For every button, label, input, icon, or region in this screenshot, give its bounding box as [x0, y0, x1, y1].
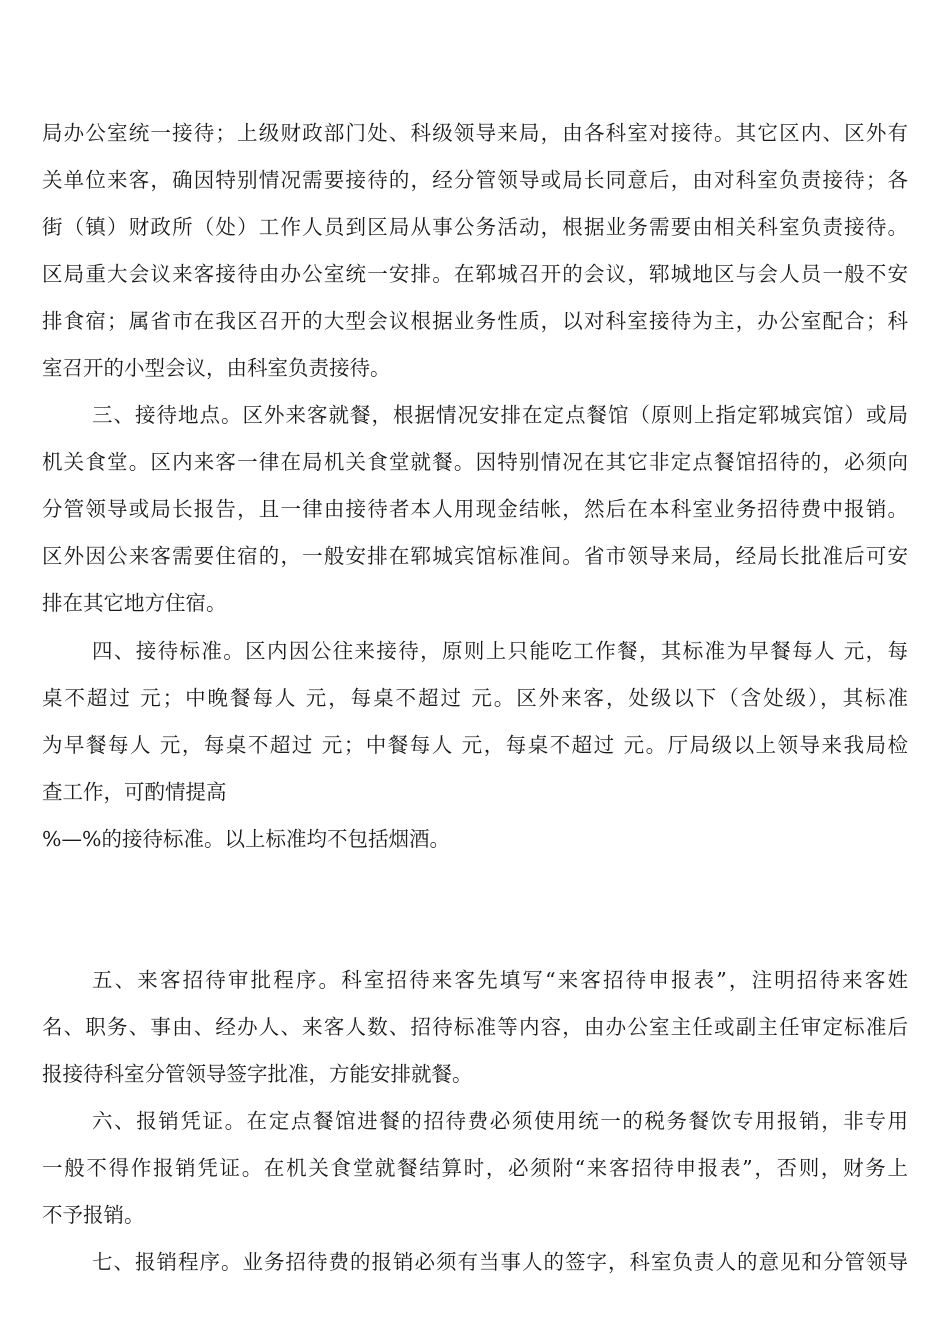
paragraph-heading-line: 三、接待地点。区外来客就餐，根据情况安排在定点餐馆（原则上指定郓城宾馆）或局: [92, 403, 908, 427]
text-line: 分管领导或局长报告，且一律由接待者本人用现金结帐，然后在本科室业务招待费中报销。: [42, 497, 908, 521]
text-line: 区外因公来客需要住宿的，一般安排在郓城宾馆标准间。省市领导来局，经局长批准后可安: [42, 544, 908, 568]
text-line: 机关食堂。区内来客一律在局机关食堂就餐。因特别情况在其它非定点餐馆招待的，必须向: [42, 450, 908, 474]
text-line: 报接待科室分管领导签字批准，方能安排就餐。: [42, 1062, 473, 1086]
text-line: 为早餐每人 元，每桌不超过 元；中餐每人 元，每桌不超过 元。厅局级以上领导来我局检: [42, 733, 908, 757]
text-line: 一般不得作报销凭证。在机关食堂就餐结算时，必须附“来客招待申报表”，否则，财务上: [42, 1156, 908, 1180]
paragraph-heading-line: 七、报销程序。业务招待费的报销必须有当事人的签字，科室负责人的意见和分管领导: [92, 1250, 908, 1274]
text-line: 室召开的小型会议，由科室负责接待。: [42, 356, 391, 380]
text-line: 排食宿；属省市在我区召开的大型会议根据业务性质，以对科室接待为主，办公室配合；科: [42, 309, 908, 333]
text-line: 名、职务、事由、经办人、来客人数、招待标准等内容，由办公室主任或副主任审定标准后: [42, 1015, 908, 1039]
text-line: 排在其它地方住宿。: [42, 591, 227, 615]
paragraph-heading-line: 四、接待标准。区内因公往来接待，原则上只能吃工作餐，其标准为早餐每人 元，每: [92, 639, 908, 663]
text-line: %—%的接待标准。以上标准均不包括烟酒。: [42, 827, 450, 851]
paragraph-heading-line: 六、报销凭证。在定点餐馆进餐的招待费必须使用统一的税务餐饮专用报销，非专用: [92, 1109, 908, 1133]
text-line: 局办公室统一接待；上级财政部门处、科级领导来局，由各科室对接待。其它区内、区外有: [42, 121, 908, 145]
text-line: 不予报销。: [42, 1203, 145, 1227]
paragraph-heading-line: 五、来客招待审批程序。科室招待来客先填写“来客招待申报表”，注明招待来客姓: [92, 968, 908, 992]
text-line: 区局重大会议来客接待由办公室统一安排。在郓城召开的会议，郓城地区与会人员一般不安: [42, 262, 908, 286]
text-line: 关单位来客，确因特别情况需要接待的，经分管领导或局长同意后，由对科室负责接待；各: [42, 168, 908, 192]
text-line: 街（镇）财政所（处）工作人员到区局从事公务活动，根据业务需要由相关科室负责接待。: [42, 215, 908, 239]
text-line: 桌不超过 元；中晚餐每人 元，每桌不超过 元。区外来客，处级以下（含处级），其标准: [42, 686, 908, 710]
text-line: 查工作，可酌情提高: [42, 780, 227, 804]
